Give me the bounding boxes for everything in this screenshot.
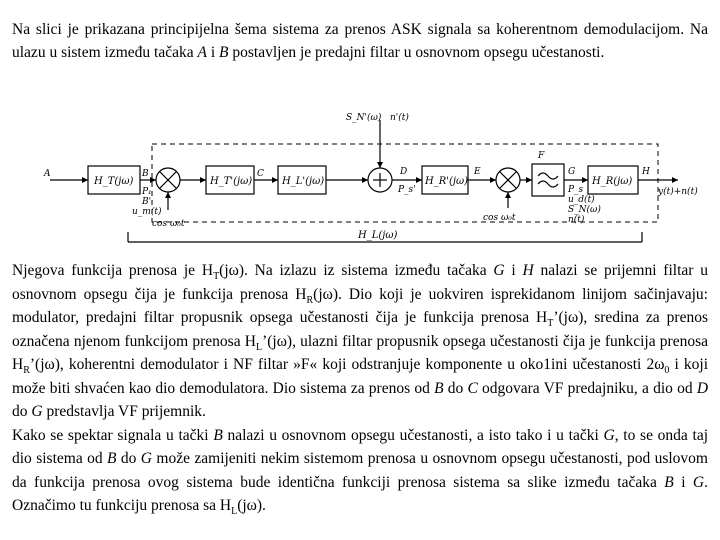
body-text: predstavlja VF prijemnik. — [42, 403, 206, 420]
body-text: ’(jω), sredina za prenos označena njenom funkcijom prenosa H — [12, 309, 708, 350]
body-text: može zamijeniti nekim sistemom prenosa u osnovnom opsegu učestanosti, pod uslovom da funkcija prenosa ovog sistema bude identična funkciji prenosa sistema sa slike između tačaka — [12, 450, 708, 491]
hl-bracket-label: H_L(jω) — [358, 230, 398, 241]
subscript: T — [547, 318, 554, 330]
body-text: . Označimo tu funkciju prenosa sa H — [12, 473, 708, 514]
subscript: T — [213, 271, 220, 283]
body-text: do — [443, 379, 468, 397]
subscript: L — [231, 506, 238, 518]
label-b: B — [142, 169, 149, 179]
label-c: C — [257, 169, 264, 179]
block-hr2-label: H_R'(jω) — [425, 176, 469, 187]
label-h: H — [642, 167, 650, 177]
subscript: R — [23, 365, 30, 377]
label-p1: P₁ — [142, 187, 152, 197]
point-ref: G — [692, 473, 705, 491]
label-a: A — [44, 169, 51, 179]
point-ref: B — [213, 426, 223, 444]
body-text: i — [673, 473, 693, 491]
label-e: E — [474, 167, 481, 177]
label-carrier-1: cos ω₀t — [152, 219, 185, 229]
label-n-prime: n'(t) — [390, 113, 409, 123]
block-filter-f — [532, 164, 564, 196]
block-diagram — [28, 96, 718, 252]
point-ref: D — [696, 379, 709, 397]
block-ht2-label: H_T'(jω) — [210, 176, 253, 187]
point-ref: B — [107, 450, 117, 467]
label-ud: u_d(t) — [568, 195, 595, 205]
subscript: 0 — [664, 365, 670, 377]
point-ref: H — [522, 262, 534, 279]
subscript: L — [255, 341, 263, 353]
body-text: Kako se spektar signala u tački — [12, 426, 214, 444]
point-ref: B — [664, 473, 674, 491]
intro-paragraph — [12, 18, 708, 64]
label-sn-prime: S_N'(ω) — [346, 113, 382, 123]
body-text: ’(jω), ulazni filtar propusnik opsega učestanosti čija je funkcija prenosa H — [12, 332, 708, 373]
label-d: D — [400, 167, 408, 177]
body-text: i koji može biti shvaćen kao dio demodulatora. Dio sistema za prenos od — [12, 356, 708, 397]
point-a-ref: A — [197, 44, 207, 61]
body-text: ’(jω), koherentni demodulator i NF filtar »F« koji odstranjuje komponente u oko1ini učestanosti 2ω — [29, 356, 665, 373]
label-ps: P_s — [568, 185, 584, 195]
point-ref: G — [31, 403, 43, 420]
body-text: nalazi u osnovnom opsegu učestanosti, a isto tako i u tački — [222, 426, 604, 444]
block-hl-label: H_L'(jω) — [282, 176, 325, 187]
body-text: do — [12, 403, 32, 420]
subscript: R — [306, 294, 314, 306]
label-f: F — [538, 151, 545, 161]
point-b-ref: B — [219, 44, 229, 61]
body-text: nalazi se prijemni filtar u osnovnom opsegu čija je funkcija prenosa H — [12, 262, 708, 303]
block-hr-label: H_R(jω) — [592, 176, 633, 187]
body-text: odgovara VF predajniku, a dio od — [477, 379, 697, 397]
point-ref: B — [434, 379, 444, 397]
point-ref: G — [493, 262, 505, 279]
point-ref: G — [603, 426, 615, 444]
body-text: (jω). Dio koji je uokviren isprekidanom linijom sačinjavaju: modulator, predajni filtar propusnik opsega učestanosti čija je funkcija prenosa H — [12, 285, 708, 326]
label-carrier-2: cos ω₀t — [483, 213, 516, 223]
body-text: (jω). Na izlazu iz sistema između tačaka — [219, 262, 494, 279]
label-output: y(t)+n(t) — [658, 187, 698, 197]
label-um: u_m(t) — [132, 207, 162, 217]
intro-text: i — [206, 44, 220, 61]
label-n: n(t) — [568, 215, 585, 225]
intro-text: postavljen je predajni filtar u osnovnom opsegu učestanosti. — [228, 44, 605, 61]
label-b-prime: B' — [142, 197, 152, 207]
body-paragraph — [12, 259, 708, 518]
label-g: G — [568, 167, 576, 177]
body-text: Njegova funkcija prenosa je H — [12, 262, 214, 279]
body-text: (jω). — [237, 497, 266, 514]
body-text: , to se onda taj dio sistema od — [12, 426, 709, 467]
label-sn: S_N(ω) — [568, 205, 601, 215]
intro-text: Na slici je prikazana principijelna šema sistema za prenos ASK signala sa koherentnom demodulacijom. Na ulazu u sistem između tačaka — [12, 21, 708, 61]
block-ht-label: H_T(jω) — [94, 176, 134, 187]
label-ps-prime: P_s' — [398, 185, 416, 195]
point-ref: C — [467, 379, 478, 397]
point-ref: G — [140, 450, 152, 467]
body-text: do — [116, 450, 141, 467]
body-text: i — [504, 262, 523, 279]
